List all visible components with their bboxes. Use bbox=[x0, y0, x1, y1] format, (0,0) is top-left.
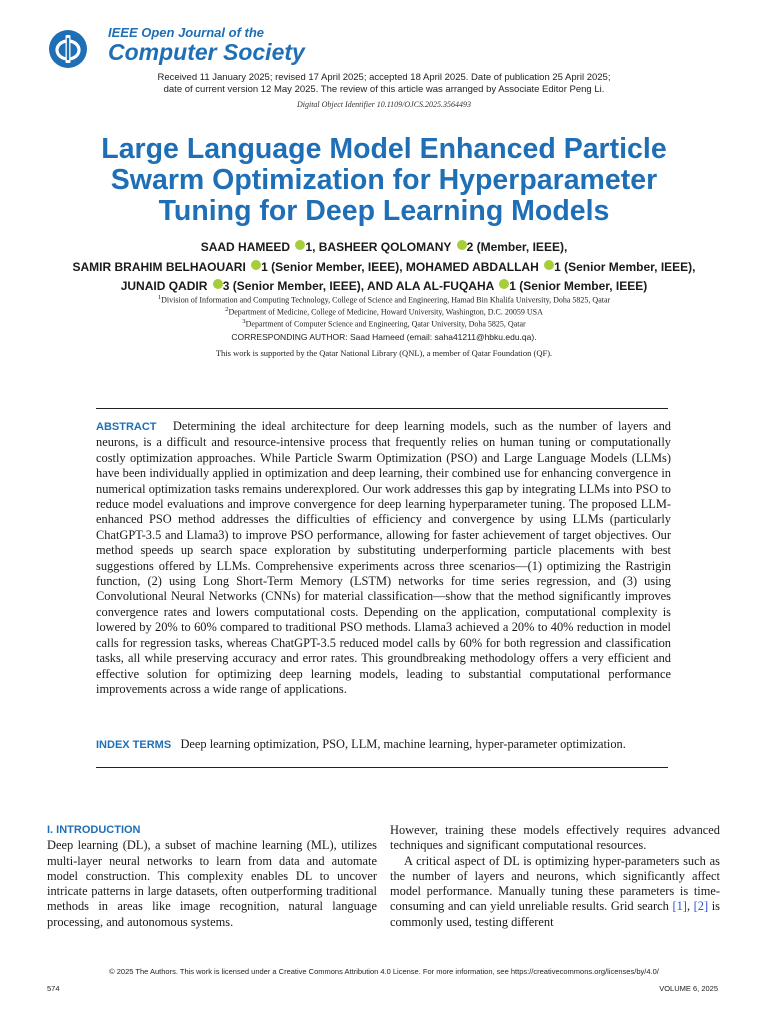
author-role: (Senior Member, IEEE), AND ALA AL-FUQAHA bbox=[229, 279, 494, 293]
paper-title bbox=[40, 134, 728, 227]
journal-name: Computer Society bbox=[108, 39, 305, 65]
divider bbox=[96, 408, 668, 409]
affiliation-3: $^3$Department of Computer Science and Engineering, Qatar University, Doha 5825, Qatar bbox=[242, 318, 526, 329]
abstract-label: ABSTRACT bbox=[96, 421, 157, 433]
section-heading: I. INTRODUCTION bbox=[47, 824, 141, 836]
column-left bbox=[47, 823, 377, 930]
index-terms bbox=[96, 737, 671, 753]
author-role: (Member, IEEE), bbox=[473, 240, 568, 254]
author-role: (Senior Member, IEEE), bbox=[560, 259, 696, 274]
author-role: (Senior Member, IEEE), MOHAMED ABDALLAH bbox=[267, 259, 539, 274]
license-note: © 2025 The Authors. This work is licensed under a Creative Commons Attribution 4.0 License. For more information, see https://creativecommons.org/licenses/by/4.0/ bbox=[109, 967, 659, 976]
doi: Digital Object Identifier 10.1109/OJCS.2025.3564493 bbox=[296, 100, 472, 109]
author-affil-sup: 1 bbox=[261, 259, 268, 274]
received-dates bbox=[0, 72, 768, 96]
title-line-1: Large Language Model Enhanced Particle bbox=[101, 133, 667, 165]
citation-link[interactable]: [1] bbox=[672, 899, 687, 914]
funding-note: This work is supported by the Qatar National Library (QNL), a member of Qatar Foundation (QF). bbox=[215, 348, 553, 358]
author-name: , BASHEER QOLOMANY bbox=[312, 240, 452, 254]
citation-link[interactable]: [2] bbox=[693, 899, 709, 914]
author-affil-sup: 2 bbox=[466, 240, 474, 254]
author-line-2 bbox=[20, 258, 748, 278]
author-name: SAAD HAMEED bbox=[200, 240, 291, 254]
title-line-3: Tuning for Deep Learning Models bbox=[158, 195, 610, 227]
abstract bbox=[96, 419, 671, 697]
corresponding-author: CORRESPONDING AUTHOR: Saad Hameed (email: saha41211@hbku.edu.qa). bbox=[231, 332, 537, 342]
author-list bbox=[20, 238, 748, 297]
orcid-icon[interactable] bbox=[499, 279, 509, 289]
received-line-2: date of current version 12 May 2025. The review of this article was arranged by Associate Editor Peng Li. bbox=[163, 84, 605, 95]
orcid-icon[interactable] bbox=[544, 260, 554, 270]
paragraph: Deep learning (DL), a subset of machine learning (ML), utilizes multi-layer neural networks to learn from data and automate model construction. This complexity enables DL to uncover intricate patterns in large datasets, often outperforming traditional methods in areas like image recognition, natural language processing, and autonomous systems. bbox=[47, 838, 377, 929]
author-affil-sup: 3 bbox=[222, 279, 230, 293]
orcid-icon[interactable] bbox=[213, 279, 223, 289]
affiliation-1: $^1$Division of Information and Computing Technology, College of Science and Engineering, Hamad Bin Khalifa University, Doha 5825, Qatar bbox=[157, 294, 611, 305]
title-line-2: Swarm Optimization for Hyperparameter bbox=[110, 164, 658, 196]
affiliation-2: $^2$Department of Medicine, College of Medicine, Howard University, Washington, D.C. 20059 USA bbox=[225, 306, 543, 317]
orcid-icon[interactable] bbox=[295, 240, 305, 250]
author-line-1 bbox=[20, 238, 748, 258]
orcid-icon[interactable] bbox=[457, 240, 467, 250]
affiliations bbox=[0, 293, 768, 329]
index-terms-label: INDEX TERMS bbox=[96, 739, 172, 751]
journal-name-prefix: IEEE Open Journal of the bbox=[108, 25, 265, 40]
author-affil-sup: 1 bbox=[554, 259, 561, 274]
paragraph: However, training these models effectively requires advanced techniques and significant computational resources. bbox=[390, 823, 720, 853]
abstract-text: Determining the ideal architecture for deep learning models, such as the number of layers and neurons, is a difficult and resource-intensive process that frequently relies on human tuning or computationally costly optimization approaches. While Particle Swarm Optimization (PSO) and Large Language Models (LLMs) have been individually applied in optimization and deep learning, their combined use for enhancing convergence in numerical optimization tasks remains underexplored. Our work addresses this gap by integrating LLMs into PSO to reduce model evaluations and improve convergence for deep learning hyperparameter tuning. The proposed LLM-enhanced PSO method addresses the difficulties of efficiency and convergence by using LLMs (particularly ChatGPT-3.5 and Llama3) to improve PSO performance, allowing for faster achievement of target objectives. Our method speeds up search space exploration by substituting underperforming particle placements with best suggestions offered by LLMs. Comprehensive experiments across three scenarios—(1) optimizing the Rastrigin function, (2) using Long Short-Term Memory (LSTM) networks for time series regression, and (3) using Convolutional Neural Networks (CNNs) for material classification—show that the method significantly improves convergence rates and lowers computational costs. Depending on the application, computational complexity is lowered by 20% to 60% compared to traditional PSO methods. Llama3 achieved a 20% to 40% reduction in model calls for regression tasks, whereas ChatGPT-3.5 reduced model calls by 60% for both regression and classification tasks, all while preserving accuracy and error rates. This groundbreaking methodology offers a very efficient and effective solution for optimizing deep learning models, leading to substantial computational performance improvements across a wide range of applications. bbox=[96, 419, 671, 696]
divider bbox=[96, 767, 668, 768]
orcid-icon[interactable] bbox=[251, 260, 261, 270]
volume-label: VOLUME 6, 2025 bbox=[659, 984, 718, 993]
author-role: (Senior Member, IEEE) bbox=[515, 279, 648, 293]
index-terms-text: Deep learning optimization, PSO, LLM, machine learning, hyper-parameter optimization. bbox=[180, 737, 626, 751]
received-line-1: Received 11 January 2025; revised 17 April 2025; accepted 18 April 2025. Date of publication 25 April 2025; bbox=[157, 72, 611, 83]
author-name: SAMIR BRAHIM BELHAOUARI bbox=[72, 259, 246, 274]
author-name: JUNAID QADIR bbox=[120, 279, 208, 293]
author-affil-sup: 1 bbox=[305, 240, 313, 254]
column-right bbox=[390, 823, 720, 930]
author-affil-sup: 1 bbox=[509, 279, 516, 293]
computer-society-logo-icon bbox=[48, 29, 88, 69]
page-number: 574 bbox=[47, 984, 60, 993]
paragraph: A critical aspect of DL is optimizing hyper-parameters such as the number of layers and neurons, which significantly affect model performance. Manually tuning these parameters is time-consuming and can yield unreliable results. Grid search [1], [2] is commonly used, testing different bbox=[390, 853, 720, 929]
